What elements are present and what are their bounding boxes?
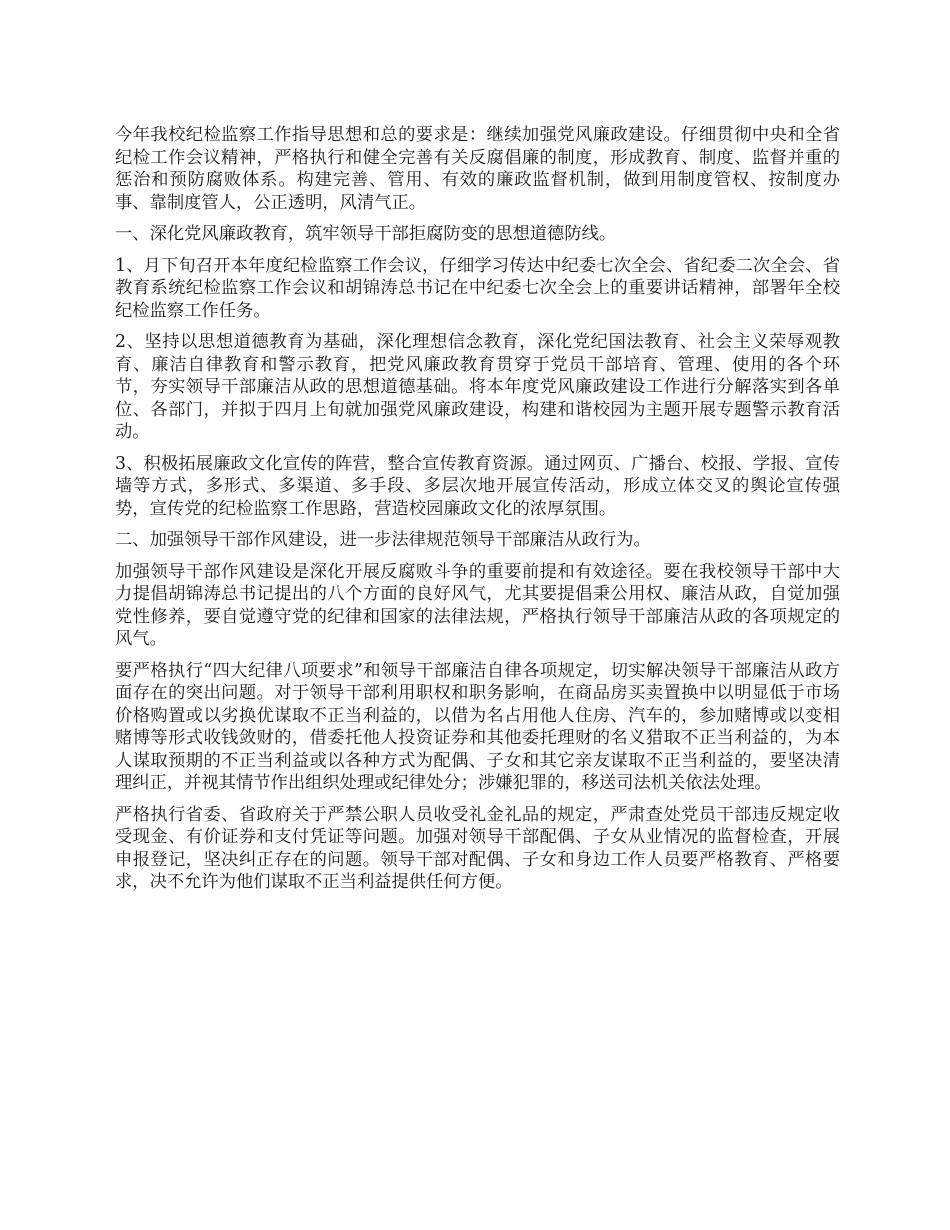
section-heading-2: 二、加强领导干部作风建设，进一步法律规范领导干部廉洁从政行为。 — [115, 530, 651, 550]
list-item-1: 1、月下旬召开本年度纪检监察工作会议，仔细学习传达中纪委七次全会、省纪委二次全会、省教育系统纪检监察工作会议和胡锦涛总书记在中纪委七次全会上的重要讲话精神，部署年全校纪检监察工作任务。 — [115, 255, 840, 321]
list-item-2: 2、坚持以思想道德教育为基础，深化理想信念教育，深化党纪国法教育、社会主义荣辱观教育、廉洁自律教育和警示教育，把党风廉政教育贯穿于党员干部培育、管理、使用的各个环节，夯实领导干部廉洁从政的思想道德基础。将本年度党风廉政建设工作进行分解落实到各单位、各部门，并拟于四月上旬就加强党风廉政建设，构建和谐校园为主题开展专题警示教育活动。 — [115, 332, 840, 442]
paragraph-work-style: 加强领导干部作风建设是深化开展反腐败斗争的重要前提和有效途径。要在我校领导干部中大力提倡胡锦涛总书记提出的八个方面的良好风气，尤其要提倡秉公用权、廉洁从政，自觉加强党性修养，要自觉遵守党的纪律和国家的法律法规，严格执行领导干部廉洁从政的各项规定的风气。 — [115, 561, 840, 649]
list-item-3: 3、积极拓展廉政文化宣传的阵营，整合宣传教育资源。通过网页、广播台、校报、学报、宣传墙等方式，多形式、多渠道、多手段、多层次地开展宣传活动，形成立体交叉的舆论宣传强势，宣传党的纪检监察工作思路，营造校园廉政文化的浓厚氛围。 — [115, 453, 840, 519]
document-body — [115, 124, 840, 903]
paragraph-guiding-thought: 今年我校纪检监察工作指导思想和总的要求是：继续加强党风廉政建设。仔细贯彻中央和全省纪检工作会议精神，严格执行和健全完善有关反腐倡廉的制度，形成教育、制度、监督并重的惩治和预防腐败体系。构建完善、管用、有效的廉政监督机制，做到用制度管权、按制度办事、靠制度管人，公正透明，风清气正。 — [115, 125, 840, 213]
paragraph-discipline: 要严格执行“四大纪律八项要求”和领导干部廉洁自律各项规定，切实解决领导干部廉洁从政方面存在的突出问题。对于领导干部利用职权和职务影响，在商品房买卖置换中以明显低于市场价格购置或以劣换优谋取不正当利益的，以借为名占用他人住房、汽车的，参加赌博或以变相赌博等形式收钱敛财的，借委托他人投资证券和其他委托理财的名义猎取不正当利益的，为本人谋取预期的不正当利益或以各种方式为配偶、子女和其它亲友谋取不正当利益的，要坚决清理纠正，并视其情节作出组织处理或纪律处分；涉嫌犯罪的，移送司法机关依法处理。 — [115, 660, 840, 793]
paragraph-gift-rules: 严格执行省委、省政府关于严禁公职人员收受礼金礼品的规定，严肃查处党员干部违反规定收受现金、有价证券和支付凭证等问题。加强对领导干部配偶、子女从业情况的监督检查，开展申报登记，坚决纠正存在的问题。领导干部对配偶、子女和身边工作人员要严格教育、严格要求，决不允许为他们谋取不正当利益提供任何方便。 — [115, 804, 840, 892]
section-heading-1: 一、深化党风廉政教育，筑牢领导干部拒腐防变的思想道德防线。 — [115, 224, 617, 244]
